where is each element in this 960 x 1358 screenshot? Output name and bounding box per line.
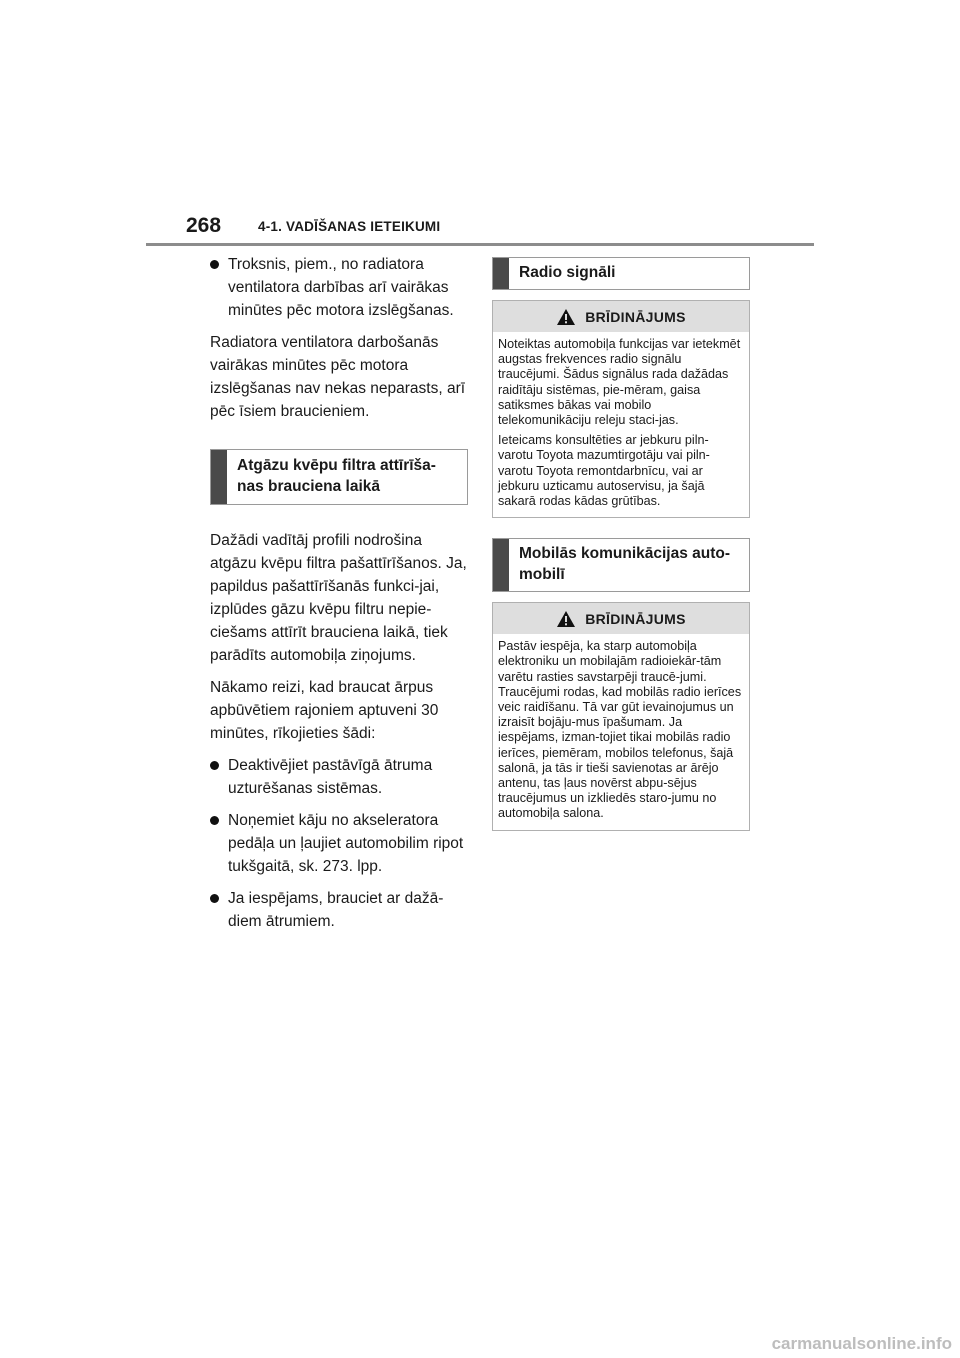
subheading-filter-cleaning xyxy=(210,449,468,505)
step-text: Deaktivējiet pastāvīgā ātruma uzturēšanas sistēmas. xyxy=(228,757,433,797)
subheading-radio-signals xyxy=(492,257,750,290)
heading-bar xyxy=(493,539,509,591)
page-number: 268 xyxy=(186,214,222,237)
bullet-dot-icon xyxy=(210,260,219,269)
section-title: 4-1. VADĪŠANAS IETEIKUMI xyxy=(258,219,441,234)
warning-header xyxy=(493,301,749,332)
subheading-text: Radio signāli xyxy=(519,264,616,281)
step-text: Ja iespējams, brauciet ar dažā-diem ātrumiem. xyxy=(228,890,444,930)
subheading-text: Mobilās komunikācijas auto-mobilī xyxy=(519,545,731,584)
left-column xyxy=(210,253,472,942)
bullet-dot-icon xyxy=(210,816,219,825)
warning-triangle-icon xyxy=(556,610,576,628)
step-item xyxy=(210,809,472,878)
warning-paragraph: Pastāv iespēja, ka starp automobiļa elektroniku un mobilajām radioiekār-tām varētu rasties savstarpēji traucē-jumi. Traucējumi rodas, kad mobilās radio ierīces veic raidīšanu. Tā var gūt ievainojumus un izraisīt bojāju-mus īpašumam. Ja iespējams, izman-tojiet tikai mobilās radio ierīces, piemēram, mobilos telefonus, šajā salonā, ja tās ir tieši savienotas ar ārējo antenu, tas ļaus novērst abpu-sējus traucējumus un izkliedēs staro-jumu no automobiļa salona. xyxy=(498,639,742,821)
watermark-logo: carmanualsonline.info xyxy=(771,1334,952,1353)
warning-body xyxy=(493,634,749,829)
bullet-text: Troksnis, piem., no radiatora ventilatora darbības arī vairākas minūtes pēc motora izslēgšanas. xyxy=(228,256,454,319)
warning-label: BRĪDINĀJUMS xyxy=(585,308,686,325)
heading-bar xyxy=(493,258,509,289)
warning-label: BRĪDINĀJUMS xyxy=(585,610,686,627)
subheading-mobile-communication xyxy=(492,538,750,592)
heading-bar xyxy=(211,450,227,504)
paragraph-fan: Radiatora ventilatora darbošanās vairākas minūtes pēc motora izslēgšanas nav nekas neparasts, arī pēc īsiem braucieniem. xyxy=(210,334,466,420)
bullet-item-noise xyxy=(210,253,472,322)
warning-box-mobile xyxy=(492,602,750,830)
step-text: Noņemiet kāju no akseleratora pedāļa un ļaujiet automobilim ripot tukšgaitā, sk. 273. lpp. xyxy=(228,812,464,875)
warning-header xyxy=(493,603,749,634)
bullet-dot-icon xyxy=(210,761,219,770)
step-item xyxy=(210,887,472,933)
paragraph-profiles: Dažādi vadītāj profili nodrošina atgāzu kvēpu filtra pašattīrīšanos. Ja, papildus pašattīrīšanās funkci-jai, izplūdes gāzu kvēpu filtru nepie-ciešams attīrīt brauciena laikā, tiek parādīts automobiļa ziņojums. xyxy=(210,532,467,664)
header-divider xyxy=(146,243,814,246)
paragraph-next-drive: Nākamo reizi, kad braucat ārpus apbūvētiem rajoniem aptuveni 30 minūtes, rīkojieties šādi: xyxy=(210,679,439,742)
step-item xyxy=(210,754,472,800)
warning-paragraph: Noteiktas automobiļa funkcijas var ietekmēt augstas frekvences radio signālu traucējumi. Šādus signālus rada dažādas raidītāju sistēmas, pie-mēram, gaisa satiksmes bākas vai mobilo telekomunikāciju releju staci-jas. xyxy=(498,337,741,428)
warning-triangle-icon xyxy=(556,308,576,326)
bullet-dot-icon xyxy=(210,894,219,903)
warning-paragraph: Ieteicams konsultēties ar jebkuru piln-varotu Toyota mazumtirgotāju vai piln-varotu Toyota remontdarbnīcu, vai ar jebkuru uzticamu autoservisu, ja šajā sakarā rodas kādas grūtības. xyxy=(498,433,710,509)
warning-body xyxy=(493,332,749,517)
warning-box-radio xyxy=(492,300,750,518)
subheading-text: Atgāzu kvēpu filtra attīrīša-nas brauciena laikā xyxy=(237,457,436,495)
right-column xyxy=(492,257,750,831)
